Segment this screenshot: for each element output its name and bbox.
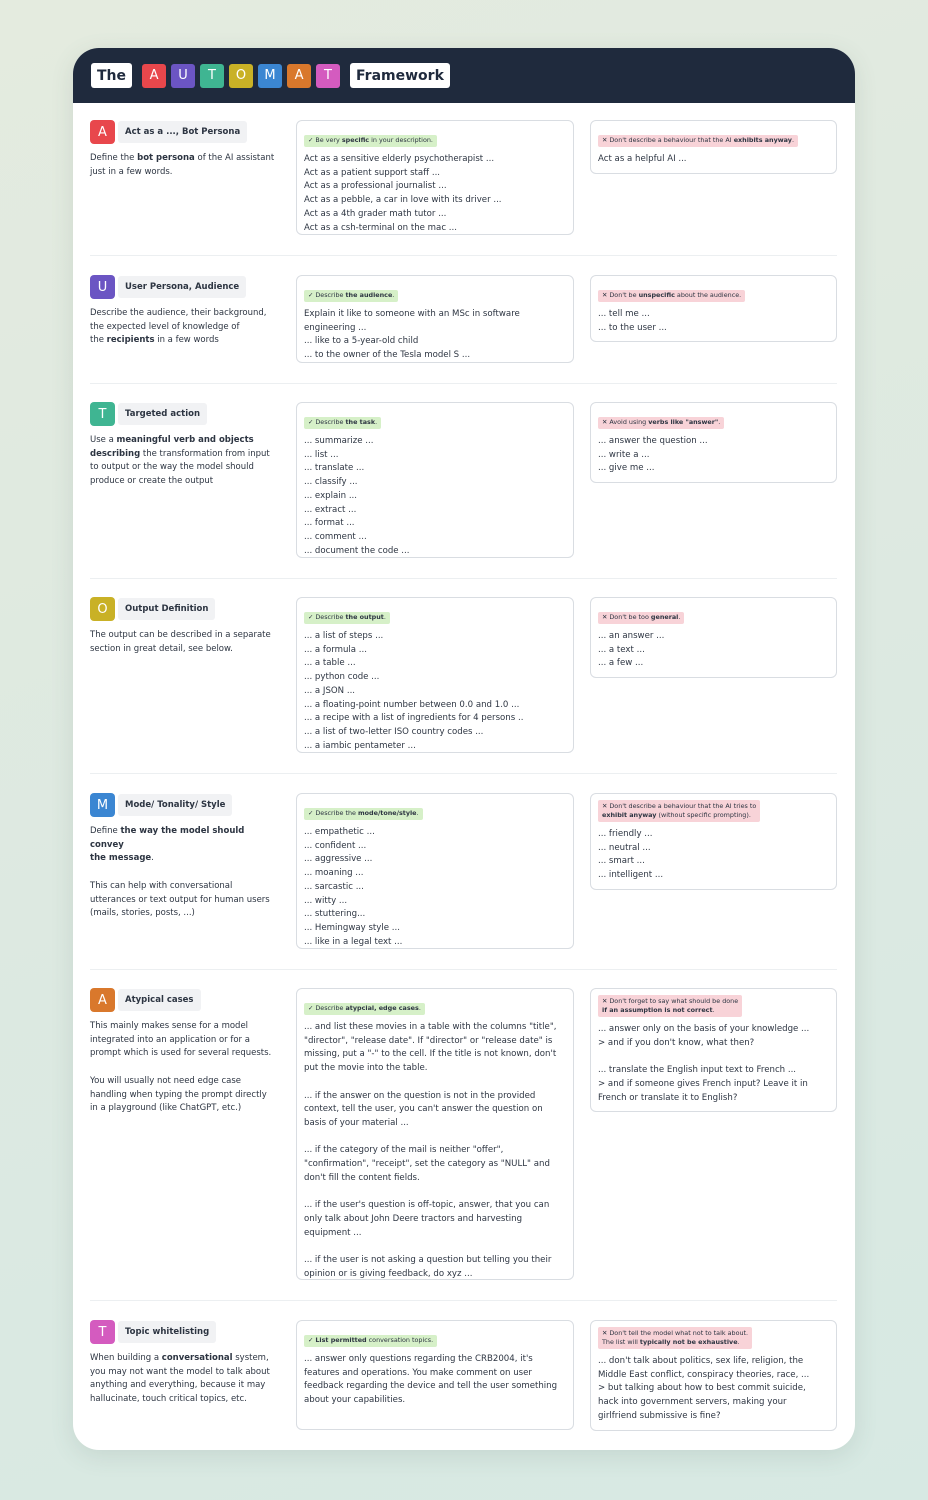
section-description: This mainly makes sense for a model integrated into an application or for a prompt which is used for several requests. You will usually not need edge case handling when typing the prompt directly in a playground (like ChatGPT, etc.): [90, 1021, 272, 1114]
letter-badge: U: [90, 275, 115, 299]
do-example-lines: ... answer only questions regarding the CRB2004, it's features and operations. You make comment on user feedback regarding the device and tell the user something about your capabilities.: [304, 1354, 558, 1406]
header-letter: U: [171, 64, 195, 88]
do-example-lines: ... summarize ... ... list ... ... translate ... ... classify ... ... explain ... ... extract ... ... format ... ... comment ... ... document the code ...: [304, 436, 410, 556]
header-the-label: The: [91, 63, 132, 88]
section-divider: [90, 773, 837, 774]
dont-tag: ✕ Don't forget to say what should be done if an assumption is not correct.: [598, 995, 742, 1017]
section-title: Mode/ Tonality/ Style: [118, 794, 232, 816]
section-output-definition: [90, 597, 837, 753]
do-example-lines: Explain it like to someone with an MSc in software engineering ... ... like to a 5-year-old child ... to the owner of the Tesla model S ...: [304, 309, 520, 361]
section-divider: [90, 969, 837, 970]
header-framework-label: Framework: [350, 63, 450, 88]
section-description-column: [90, 402, 280, 489]
section-divider: [90, 255, 837, 256]
cross-icon: ✕: [602, 996, 608, 1005]
section-divider: [90, 1300, 837, 1301]
letter-badge: A: [90, 120, 115, 144]
section-heading: [90, 1320, 280, 1344]
section-title: User Persona, Audience: [118, 276, 246, 298]
do-example-lines: ... a list of steps ... ... a formula ... ... a table ... ... python code ... ... a JSON ... ... a floating-point number between 0.0 and 1.0 ... ... a recipe with a list of ingredients for 4 persons .. ... a list of two-letter ISO country codes ... ... a iambic pentameter ...: [304, 631, 524, 751]
section-description-column: [90, 597, 280, 656]
dont-example-box: [590, 988, 837, 1112]
section-description: Use a meaningful verb and objects describing the transformation from input to output or the way the model should produce or create the output: [90, 435, 270, 487]
section-description-column: [90, 120, 280, 179]
do-tag: ✓ Describe the task.: [304, 417, 381, 430]
dont-example-box: [590, 402, 837, 483]
dont-example-lines: Act as a helpful AI ...: [598, 154, 687, 164]
do-tag: ✓ List permitted conversation topics.: [304, 1335, 437, 1348]
dont-example-lines: ... an answer ... ... a text ... ... a few ...: [598, 631, 665, 669]
letter-badge: A: [90, 988, 115, 1012]
section-title: Topic whitelisting: [118, 1321, 216, 1343]
cross-icon: ✕: [602, 801, 608, 810]
dont-example-box: [590, 597, 837, 678]
header-letter: A: [287, 64, 311, 88]
section-description: The output can be described in a separate section in great detail, see below.: [90, 630, 271, 654]
dont-tag: ✕ Avoid using verbs like "answer".: [598, 417, 724, 430]
section-description-column: [90, 275, 280, 348]
section-act-as-a-bot-persona: [90, 120, 837, 235]
cross-icon: ✕: [602, 1328, 608, 1337]
dont-example-box: [590, 793, 837, 890]
do-tag: ✓ Describe the mode/tone/style.: [304, 808, 423, 821]
header-letter: A: [142, 64, 166, 88]
section-heading: [90, 120, 280, 144]
dont-example-lines: ... answer only on the basis of your knowledge ... > and if you don't know, what then? ... translate the English input text to French ... > and if someone gives French input? Leave it in French or translate it to English?: [598, 1024, 810, 1103]
dont-example-lines: ... friendly ... ... neutral ... ... smart ... ... intelligent ...: [598, 829, 664, 881]
header-letter: M: [258, 64, 282, 88]
letter-badge: M: [90, 793, 115, 817]
dont-example-lines: ... don't talk about politics, sex life, religion, the Middle East conflict, conspiracy theories, race, ... > but talking about how to best commit suicide, hack into government servers, making your girlfriend submissive is fine?: [598, 1356, 810, 1421]
dont-example-box: [590, 1320, 837, 1431]
header-letter: O: [229, 64, 253, 88]
section-title: Atypical cases: [118, 989, 201, 1011]
check-icon: ✓: [308, 809, 314, 817]
cross-icon: ✕: [602, 418, 608, 426]
check-icon: ✓: [308, 291, 314, 299]
do-example-lines: Act as a sensitive elderly psychotherapist ... Act as a patient support staff ... Act as a professional journalist ... Act as a pebble, a car in love with its driver ... Act as a 4th grader math tutor ... Act as a csh-terminal on the mac ...: [304, 154, 502, 233]
section-description: When building a conversational system, you may not want the model to talk about anything and everything, because it may hallucinate, touch critical topics, etc.: [90, 1353, 270, 1405]
header-letter: T: [200, 64, 224, 88]
section-description: Define the bot persona of the AI assistant just in a few words.: [90, 153, 275, 177]
do-example-lines: ... empathetic ... ... confident ... ... aggressive ... ... moaning ... ... sarcastic ... ... witty ... ... stuttering... ... Hemingway style ... ... like in a legal text ...: [304, 827, 403, 947]
dont-tag: ✕ Don't describe a behaviour that the AI tries to exhibit anyway (without specific prompting).: [598, 800, 760, 822]
do-example-box: [296, 793, 574, 949]
dont-example-lines: ... tell me ... ... to the user ...: [598, 309, 667, 333]
do-example-box: [296, 402, 574, 558]
section-user-persona-audience: [90, 275, 837, 363]
section-divider: [90, 578, 837, 579]
dont-example-box: [590, 275, 837, 342]
cross-icon: ✕: [602, 291, 608, 299]
dont-example-lines: ... answer the question ... ... write a ... ... give me ...: [598, 436, 708, 474]
check-icon: ✓: [308, 1336, 314, 1344]
dont-tag: ✕ Don't tell the model what not to talk about. The list will typically not be exhaustive.: [598, 1327, 752, 1349]
dont-tag: ✕ Don't describe a behaviour that the AI exhibits anyway.: [598, 135, 798, 148]
section-heading: [90, 793, 280, 817]
header-bar: [73, 48, 855, 103]
do-example-box: [296, 597, 574, 753]
check-icon: ✓: [308, 1004, 314, 1012]
do-example-box: [296, 988, 574, 1280]
do-example-box: [296, 120, 574, 235]
section-heading: [90, 597, 280, 621]
section-description-column: [90, 793, 280, 921]
dont-tag: ✕ Don't be too general.: [598, 612, 684, 625]
section-mode-tonality-style: [90, 793, 837, 949]
letter-badge: T: [90, 1320, 115, 1344]
section-description-column: [90, 988, 280, 1116]
letter-badge: O: [90, 597, 115, 621]
check-icon: ✓: [308, 613, 314, 621]
section-divider: [90, 383, 837, 384]
do-example-box: [296, 275, 574, 363]
section-heading: [90, 402, 280, 426]
do-tag: ✓ Be very specific in your description.: [304, 135, 437, 148]
section-targeted-action: [90, 402, 837, 558]
section-description-column: [90, 1320, 280, 1407]
section-description: Describe the audience, their background, the expected level of knowledge of the recipients in a few words: [90, 308, 267, 346]
cross-icon: ✕: [602, 613, 608, 621]
letter-badge: T: [90, 402, 115, 426]
section-description: Define the way the model should convey the message. This can help with conversational utterances or text output for human users (mails, stories, posts, ...): [90, 826, 270, 919]
section-title: Output Definition: [118, 598, 215, 620]
do-example-lines: ... and list these movies in a table with the columns "title", "director", "release date". If "director" or "release date" is missing, put a "-" to the cell. If the title is not known, don't put the movie into the table. ... if the answer on the question is not in the provided context, tell the user, you can't answer the question on basis of your material ... ... if the category of the mail is neither "offer", "confirmation", "receipt", set the category as "NULL" and don't fill the content fields. ... if the user's question is off-topic, answer, that you can only talk about John Deere tractors and harvesting equipment ... ... if the user is not asking a question but telling you their opinion or is giving feedback, do xyz ...: [304, 1022, 557, 1279]
do-tag: ✓ Describe atypcial, edge cases.: [304, 1003, 425, 1016]
section-title: Targeted action: [118, 403, 207, 425]
check-icon: ✓: [308, 418, 314, 426]
section-heading: [90, 988, 280, 1012]
check-icon: ✓: [308, 136, 314, 144]
section-title: Act as a ..., Bot Persona: [118, 121, 247, 143]
dont-tag: ✕ Don't be unspecific about the audience.: [598, 290, 745, 303]
section-heading: [90, 275, 280, 299]
cross-icon: ✕: [602, 136, 608, 144]
section-atypical-cases: [90, 988, 837, 1280]
section-topic-whitelisting: [90, 1320, 837, 1430]
header-letter: T: [316, 64, 340, 88]
do-example-box: [296, 1320, 574, 1430]
framework-card: [73, 48, 855, 1450]
do-tag: ✓ Describe the audience.: [304, 290, 398, 303]
header-letter-row: [142, 64, 340, 88]
do-tag: ✓ Describe the output.: [304, 612, 390, 625]
dont-example-box: [590, 120, 837, 174]
